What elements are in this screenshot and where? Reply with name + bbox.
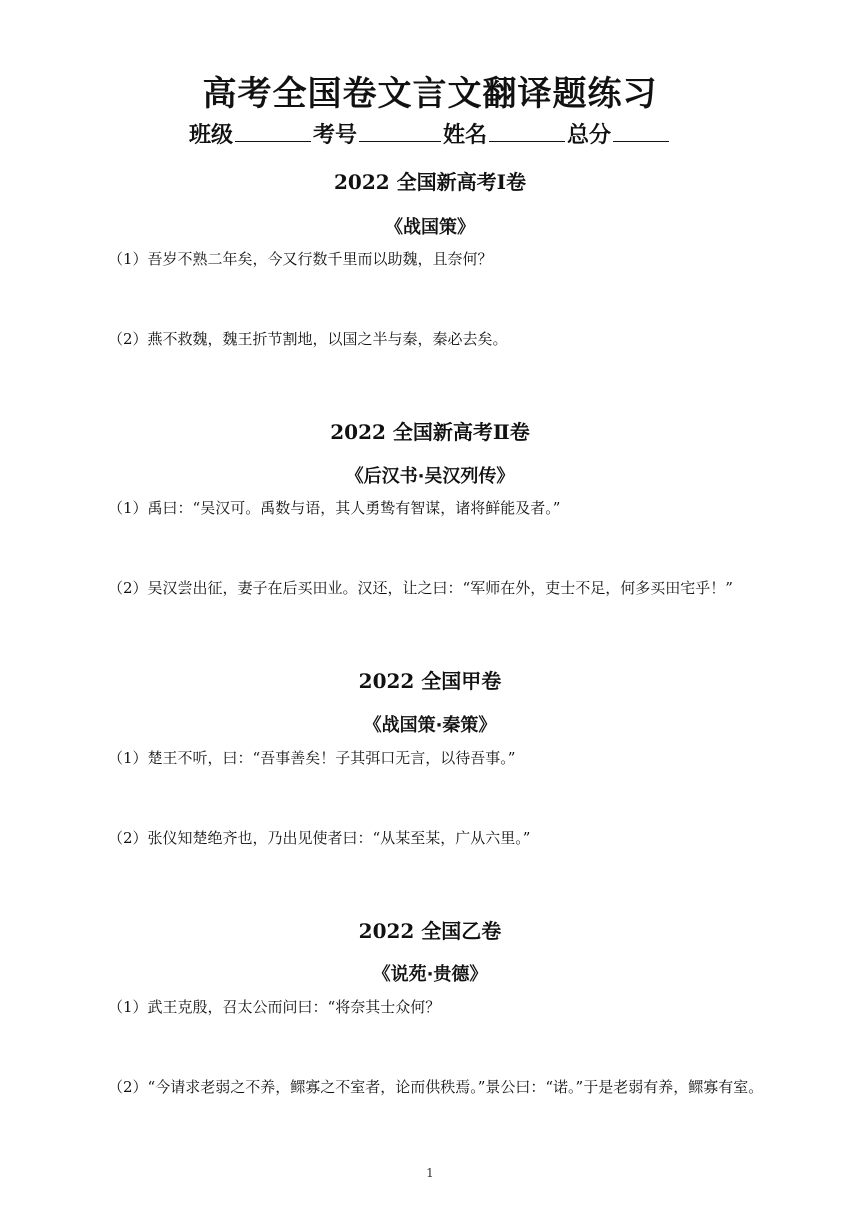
student-info-line: [0, 118, 860, 149]
document-title: 高考全国卷文言文翻译题练习: [202, 74, 658, 114]
section-heading: 2022 全国甲卷: [358, 669, 502, 693]
question-item: （1）禹曰：“吴汉可。禹数与语，其人勇鸷有智谋，诸将鲜能及者。”: [108, 499, 561, 517]
question-item: （1）武王克殷，召太公而问曰：“将奈其士众何？: [108, 998, 441, 1016]
source-book-title: 《战国策·秦策》: [363, 715, 497, 736]
total-score-label: 总分: [567, 123, 612, 148]
section-heading: 2022 全国乙卷: [358, 919, 502, 943]
class-blank[interactable]: [235, 121, 311, 142]
class-label: 班级: [188, 123, 233, 148]
source-book-title: 《战国策》: [385, 217, 475, 238]
name-blank[interactable]: [489, 121, 565, 142]
section-heading: 2022 全国新高考Ⅰ卷: [334, 170, 526, 194]
exam-number-label: 考号: [312, 123, 357, 148]
name-label: 姓名: [443, 123, 488, 148]
total-score-blank[interactable]: [613, 121, 669, 142]
source-book-title: 《说苑·贵德》: [372, 964, 488, 985]
question-item: （2）吴汉尝出征，妻子在后买田业。汉还，让之曰：“军师在外，吏士不足，何多买田宅乎！”: [108, 579, 733, 597]
section-heading: 2022 全国新高考Ⅱ卷: [330, 420, 530, 444]
page-number: 1: [426, 1166, 434, 1180]
question-item: （2）“今请求老弱之不养，鳏寡之不室者，论而供秩焉。”景公曰：“诺。”于是老弱有养，鳏寡有室。: [108, 1078, 764, 1096]
exam-number-blank[interactable]: [359, 121, 441, 142]
question-item: （1）吾岁不熟二年矣，今又行数千里而以助魏，且奈何？: [108, 250, 493, 268]
question-item: （1）楚王不听，曰：“吾事善矣！子其弭口无言，以待吾事。”: [108, 749, 516, 767]
source-book-title: 《后汉书·吴汉列传》: [345, 466, 515, 487]
question-item: （2）燕不救魏，魏王折节割地，以国之半与秦，秦必去矣。: [108, 330, 508, 348]
question-item: （2）张仪知楚绝齐也，乃出见使者曰：“从某至某，广从六里。”: [108, 829, 531, 847]
